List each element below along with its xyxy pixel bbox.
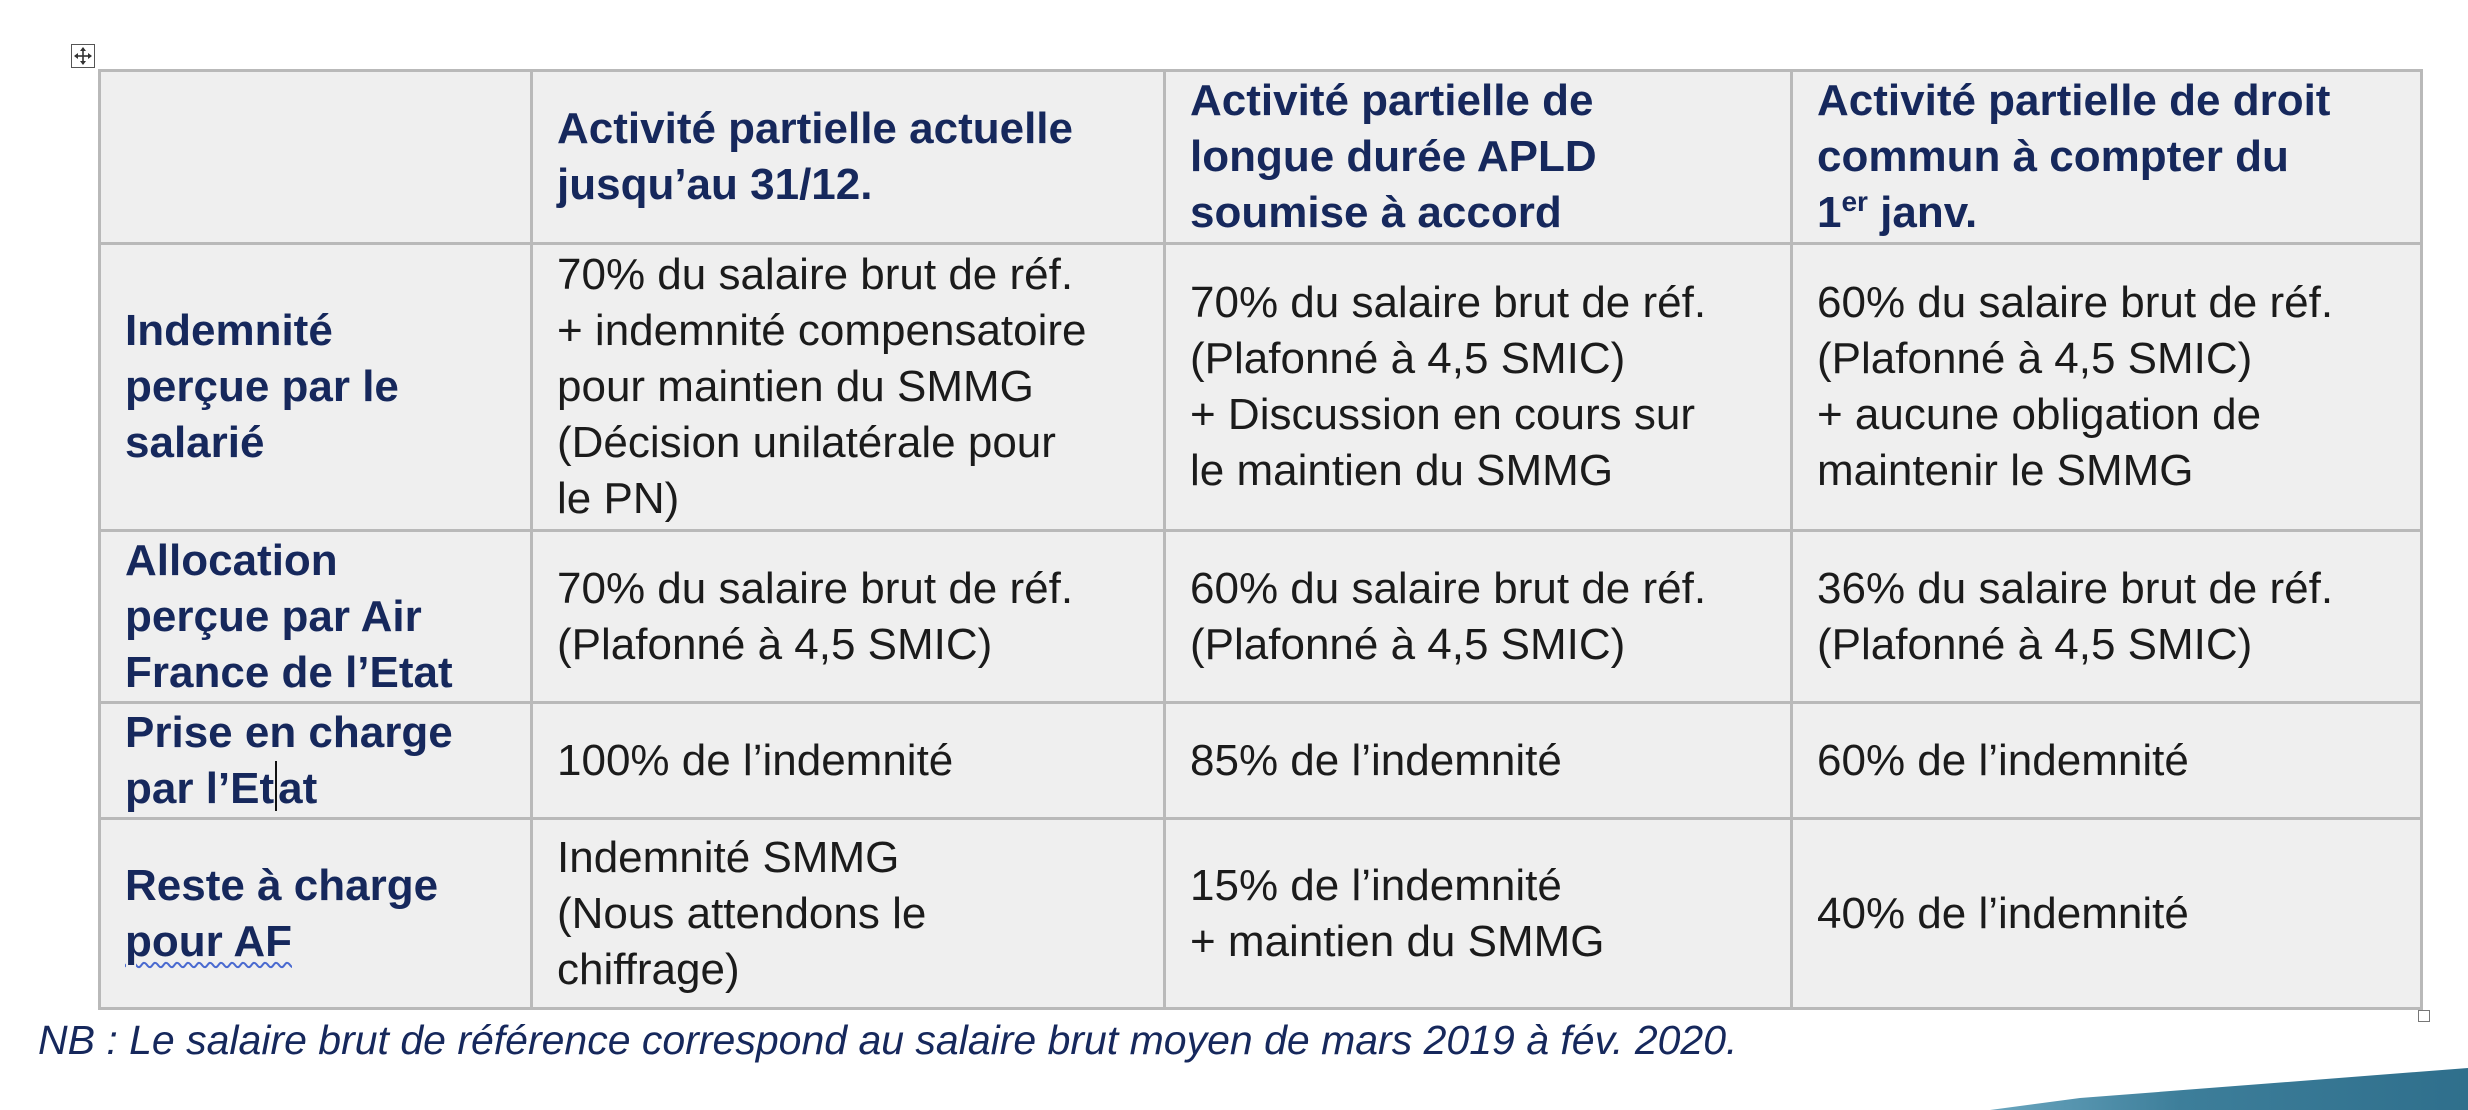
cell-indemnity-common[interactable]: 60% du salaire brut de réf. (Plafonné à 4,5 SMIC) + aucune obligation de maintenir le SMMG — [1792, 244, 2422, 531]
spellcheck-underlined-text: pour AF — [125, 916, 292, 966]
row-label-remaining-charge[interactable]: Reste à charge pour AF — [100, 819, 532, 1009]
label-with-text-caret: par l’Etat — [125, 761, 506, 817]
cell-indemnity-apld[interactable]: 70% du salaire brut de réf. (Plafonné à 4,5 SMIC) + Discussion en cours sur le maintien du SMMG — [1165, 244, 1792, 531]
cell-remaining-apld[interactable]: 15% de l’indemnité + maintien du SMMG — [1165, 819, 1792, 1009]
header-apld[interactable]: Activité partielle de longue durée APLD soumise à accord — [1165, 71, 1792, 244]
cell-state-coverage-current[interactable]: 100% de l’indemnité — [532, 703, 1165, 819]
cell-allocation-current[interactable]: 70% du salaire brut de réf. (Plafonné à 4,5 SMIC) — [532, 531, 1165, 703]
cell-state-coverage-apld[interactable]: 85% de l’indemnité — [1165, 703, 1792, 819]
header-date-line: 1er janv. — [1817, 186, 1978, 237]
header-common-law[interactable]: Activité partielle de droit commun à compter du 1er janv. — [1792, 71, 2422, 244]
footnote: NB : Le salaire brut de référence correspond au salaire brut moyen de mars 2019 à fév. 2020. — [38, 1017, 1738, 1063]
cell-remaining-current[interactable]: Indemnité SMMG (Nous attendons le chiffrage) — [532, 819, 1165, 1009]
cell-allocation-apld[interactable]: 60% du salaire brut de réf. (Plafonné à 4,5 SMIC) — [1165, 531, 1792, 703]
cell-remaining-common[interactable]: 40% de l’indemnité — [1792, 819, 2422, 1009]
cell-state-coverage-common[interactable]: 60% de l’indemnité — [1792, 703, 2422, 819]
row-label-indemnity[interactable]: Indemnité perçue par le salarié — [100, 244, 532, 531]
header-current-activity[interactable]: Activité partielle actuelle jusqu’au 31/12. — [532, 71, 1165, 244]
row-label-state-coverage[interactable]: Prise en charge par l’Etat — [100, 703, 532, 819]
cell-indemnity-current[interactable]: 70% du salaire brut de réf. + indemnité compensatoire pour maintien du SMMG (Décision unilatérale pour le PN) — [532, 244, 1165, 531]
cell-allocation-common[interactable]: 36% du salaire brut de réf. (Plafonné à 4,5 SMIC) — [1792, 531, 2422, 703]
row-label-allocation[interactable]: Allocation perçue par Air France de l’Etat — [100, 531, 532, 703]
